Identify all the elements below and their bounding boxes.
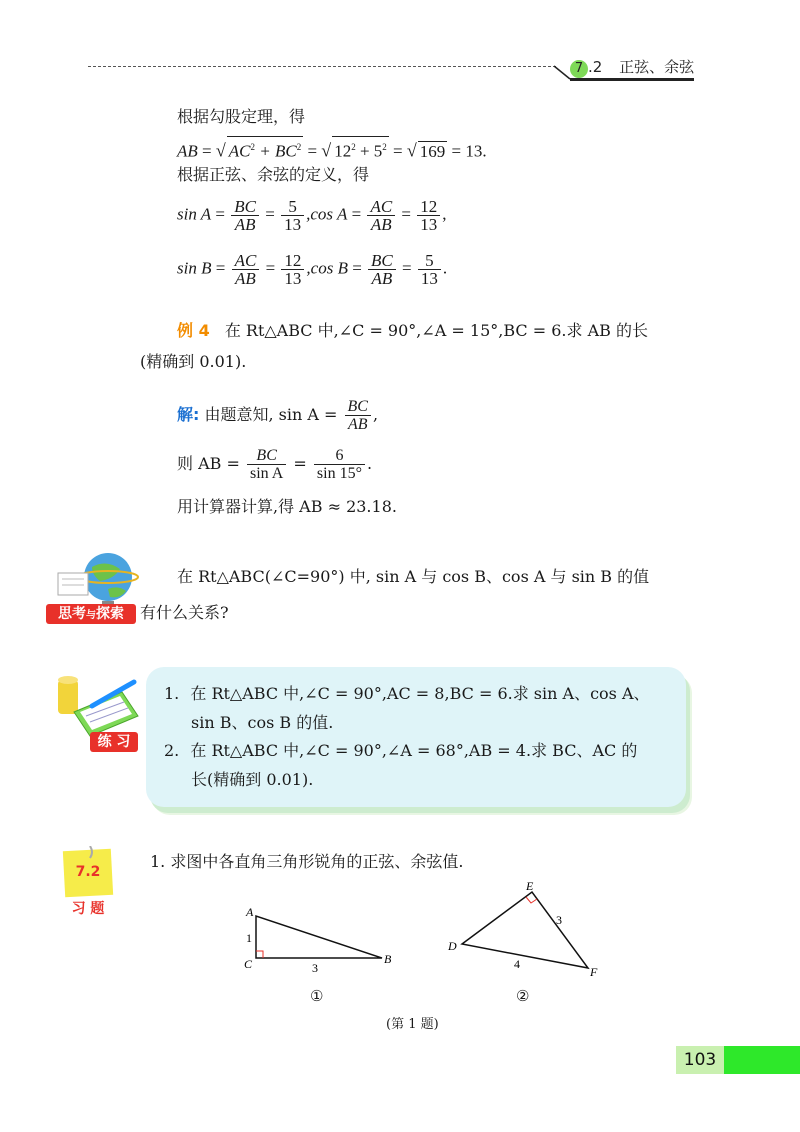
right-angle-mark [256, 951, 263, 958]
triangle-DEF [462, 892, 588, 968]
vertex-E: E [526, 879, 534, 893]
vertex-A: A [246, 905, 254, 919]
figure-1-triangle [240, 900, 400, 980]
vertex-C: C [244, 957, 253, 971]
example4-solution-step2: 则 AB = $\frac{BC}{\text{sin A}}$ = $\frac{6}{\sin 15^\circ}$ . [177, 447, 373, 482]
practice-badge: 练 习 [90, 732, 138, 752]
vertex-D: D [448, 939, 457, 953]
vertex-F: F [590, 965, 598, 979]
triangle-ABC [256, 916, 382, 958]
practice-item-1-cont: sin B、cos B 的值. [191, 713, 334, 732]
side-BC-length: 3 [312, 961, 318, 975]
page-number: 103 [683, 1050, 717, 1070]
section-number-badge: 7 [570, 60, 588, 78]
side-EF-length: 3 [556, 913, 562, 927]
example4-solution-step3: 用计算器计算,得 AB ≈ 23.18. [177, 497, 397, 516]
figure-caption: (第 1 题) [386, 1017, 439, 1032]
side-DF-length: 4 [514, 957, 520, 971]
figure-2-label: ② [516, 987, 530, 1005]
side-AC-length: 1 [246, 931, 252, 945]
sinA-cosA-line: sin A = $\frac{BC}{AB}$ = $\frac{5}{13}$ ,cos A = $\frac{AC}{AB}$ = $\frac{12}{13}$ , [177, 197, 447, 234]
ab-computation: AB = √ $AC^2 + BC^2$ = √ $12^2 + 5^2$ = √ 169 = 13. [177, 136, 487, 162]
header-rule-bar [570, 78, 694, 81]
think-question-line2: 有什么关系? [140, 603, 229, 622]
practice-item-1: 1. 在 Rt△ABC 中,∠C = 90°,AC = 8,BC = 6.求 sin A、cos A、 [164, 684, 650, 703]
right-angle-mark [526, 897, 537, 903]
example4-label: 例 4 [177, 321, 210, 340]
example4-solution-step1: 解: 由题意知, sin A = $\frac{BC}{AB}$ , [177, 398, 379, 433]
think-explore-badge: 思考与探索 [46, 604, 136, 624]
vertex-B: B [384, 952, 392, 966]
example4-statement: 例 4 在 Rt△ABC 中,∠C = 90°,∠A = 15°,BC = 6.求 AB 的长 [177, 321, 648, 340]
definition-intro: 根据正弦、余弦的定义，得 [177, 165, 370, 184]
sinB-cosB-line: sin B = $\frac{AC}{AB}$ = $\frac{12}{13}$ ,cos B = $\frac{BC}{AB}$ = $\frac{5}{13}$ . [177, 251, 448, 288]
figure-1-label: ① [310, 987, 324, 1005]
practice-item-2-cont: 长(精确到 0.01). [191, 770, 314, 789]
example4-statement-cont: (精确到 0.01). [140, 352, 247, 371]
pythagoras-intro: 根据勾股定理，得 [177, 107, 306, 126]
figure-2-triangle [444, 876, 614, 980]
exercise-badge: 7.2 习 题 [60, 846, 116, 916]
exercise-q1: 1. 求图中各直角三角形锐角的正弦、余弦值. [150, 852, 464, 871]
page-number-bar [724, 1046, 800, 1074]
think-question-line1: 在 Rt△ABC(∠C=90°) 中, sin A 与 cos B、cos A 与 sin B 的值 [177, 567, 650, 586]
solution-label: 解: [177, 405, 200, 424]
practice-item-2: 2. 在 Rt△ABC 中,∠C = 90°,∠A = 68°,AB = 4.求 BC、AC 的 [164, 741, 638, 760]
header-section-title: 7 .2 正弦、余弦 [570, 56, 694, 78]
header-dashed-rule [88, 66, 556, 67]
